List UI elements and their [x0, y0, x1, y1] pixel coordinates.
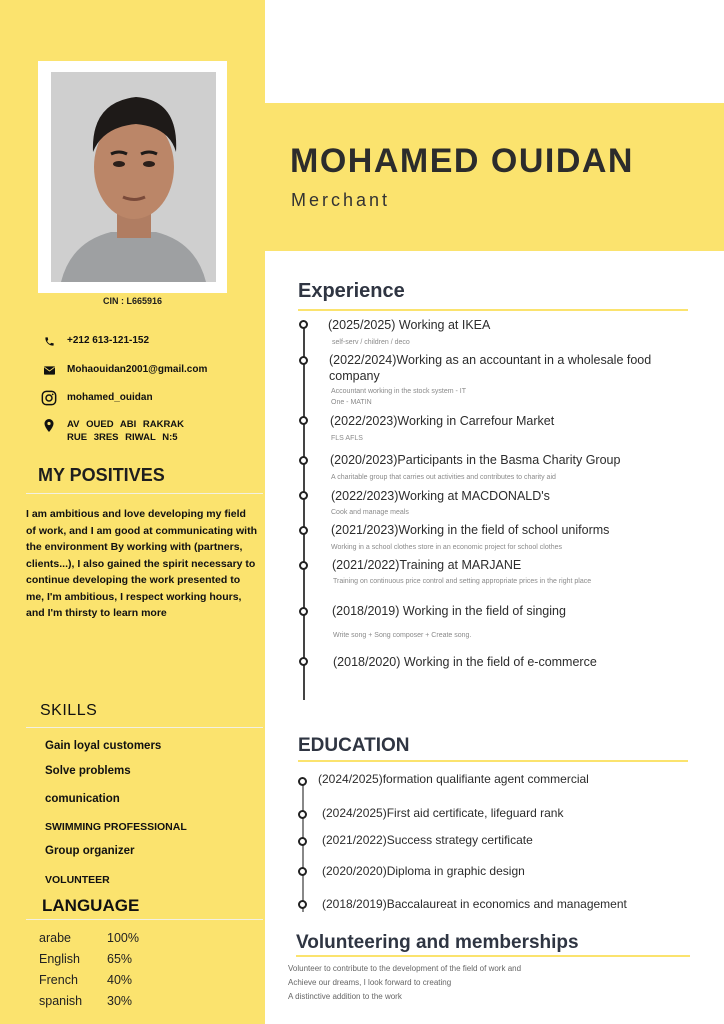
mail-icon [40, 363, 58, 377]
email-address: Mohaouidan2001@gmail.com [67, 364, 208, 375]
experience-item-title: (2022/2024)Working as an accountant in a wholesale food company [329, 353, 652, 383]
language-row [39, 952, 149, 966]
experience-item-sub: self-serv / children / deco [332, 339, 410, 346]
education-item: (2024/2025)First aid certificate, lifeguard rank [322, 806, 564, 820]
timeline-dot [299, 320, 308, 329]
cin-number: CIN : L665916 [102, 296, 163, 306]
timeline-dot [299, 657, 308, 666]
positives-divider [26, 493, 263, 494]
experience-timeline [303, 322, 305, 700]
experience-item-title: (2021/2022)Training at MARJANE [332, 558, 522, 572]
language-row [39, 931, 149, 945]
location-pin-icon [40, 418, 58, 432]
volunteering-line: A distinctive addition to the work [288, 992, 402, 1001]
timeline-dot [298, 900, 307, 909]
volunteering-line: Volunteer to contribute to the development of the field of work and [288, 964, 522, 973]
profile-photo [51, 72, 216, 282]
experience-item-title: (2018/2019) Working in the field of singing [332, 604, 566, 618]
job-title: Merchant [291, 190, 391, 210]
language-name: spanish [39, 994, 83, 1008]
experience-title: Experience [298, 280, 405, 302]
skill-item: Gain loyal customers [45, 740, 162, 752]
experience-item-title: (2018/2020) Working in the field of e-commerce [333, 655, 597, 669]
positives-text: I am ambitious and love developing my field of work, and I am good at communicating with the environment By working with (partners, clients...), I also gained the spirit necessary to continue developing the work presented to me, I'm ambitious, I respect working hours, and I'm thirsty to learn more [26, 508, 258, 619]
experience-item-sub: A charitable group that carries out activities and contributes to charity aid [331, 474, 556, 481]
language-name: arabe [39, 931, 71, 945]
experience-item-title: (2025/2025) Working at IKEA [328, 318, 491, 332]
experience-item-title: (2022/2023)Working in Carrefour Market [330, 414, 555, 428]
volunteering-title: Volunteering and memberships [296, 932, 579, 953]
skills-divider [26, 727, 263, 728]
education-title: EDUCATION [298, 735, 410, 756]
education-item: (2020/2020)Diploma in graphic design [322, 864, 525, 878]
experience-item-title: (2021/2023)Working in the field of school uniforms [331, 523, 610, 537]
timeline-dot [299, 607, 308, 616]
experience-item-sub: Working in a school clothes store in an economic project for school clothes [331, 544, 562, 551]
contact-instagram [40, 391, 153, 405]
experience-item-title: (2022/2023)Working at MACDONALD's [331, 489, 550, 503]
experience-item-sub: FLS AFLS [331, 435, 363, 442]
skill-item: Solve problems [45, 765, 131, 777]
address: AV OUED ABI RAKRAK RUE 3RES RIWAL N:5 [67, 419, 185, 443]
timeline-dot [299, 416, 308, 425]
skill-item: Group organizer [45, 845, 135, 857]
experience-item-title: (2020/2023)Participants in the Basma Charity Group [330, 453, 621, 467]
phone-icon [40, 334, 58, 348]
timeline-dot [299, 456, 308, 465]
experience-item-sub: Accountant working in the stock system - IT One - MATIN [331, 388, 466, 406]
instagram-handle: mohamed_ouidan [67, 392, 153, 403]
timeline-dot [298, 777, 307, 786]
education-item: (2018/2019)Baccalaureat in economics and management [322, 897, 627, 911]
timeline-dot [298, 867, 307, 876]
timeline-dot [298, 837, 307, 846]
language-level: 65% [107, 952, 133, 966]
skill-item: VOLUNTEER [45, 874, 110, 886]
experience-divider [298, 309, 688, 311]
language-level: 30% [107, 994, 133, 1008]
full-name: MOHAMED OUIDAN [290, 142, 634, 180]
language-level: 100% [107, 931, 139, 945]
language-name: English [39, 952, 80, 966]
skill-item: comunication [45, 793, 120, 805]
education-item: (2021/2022)Success strategy certificate [322, 833, 533, 847]
contact-address [40, 418, 210, 444]
language-row [39, 973, 149, 987]
skills-title: SKILLS [40, 702, 98, 719]
timeline-dot [299, 526, 308, 535]
contact-email [40, 363, 235, 377]
instagram-icon [40, 391, 58, 405]
experience-item-sub: Cook and manage meals [331, 509, 409, 516]
experience-item-sub: Training on continuous price control and setting appropriate prices in the right place [333, 578, 592, 585]
phone-number: +212 613-121-152 [67, 335, 150, 346]
skill-item: SWIMMING PROFESSIONAL [45, 821, 187, 833]
language-name: French [39, 973, 78, 987]
language-level: 40% [107, 973, 133, 987]
language-divider [26, 919, 263, 920]
language-title: LANGUAGE [42, 896, 140, 915]
language-row [39, 994, 149, 1008]
timeline-dot [299, 491, 308, 500]
education-item: (2024/2025)formation qualifiante agent commercial [318, 772, 589, 786]
volunteering-line: Achieve our dreams, I look forward to creating [288, 978, 452, 987]
volunteering-divider [296, 955, 690, 957]
timeline-dot [299, 356, 308, 365]
profile-photo-frame [38, 61, 227, 293]
timeline-dot [299, 561, 308, 570]
experience-item-sub: Write song + Song composer + Create song. [333, 632, 472, 639]
education-timeline [302, 784, 304, 912]
contact-phone [40, 334, 149, 348]
timeline-dot [298, 810, 307, 819]
education-divider [298, 760, 688, 762]
positives-title: MY POSITIVES [38, 465, 165, 485]
